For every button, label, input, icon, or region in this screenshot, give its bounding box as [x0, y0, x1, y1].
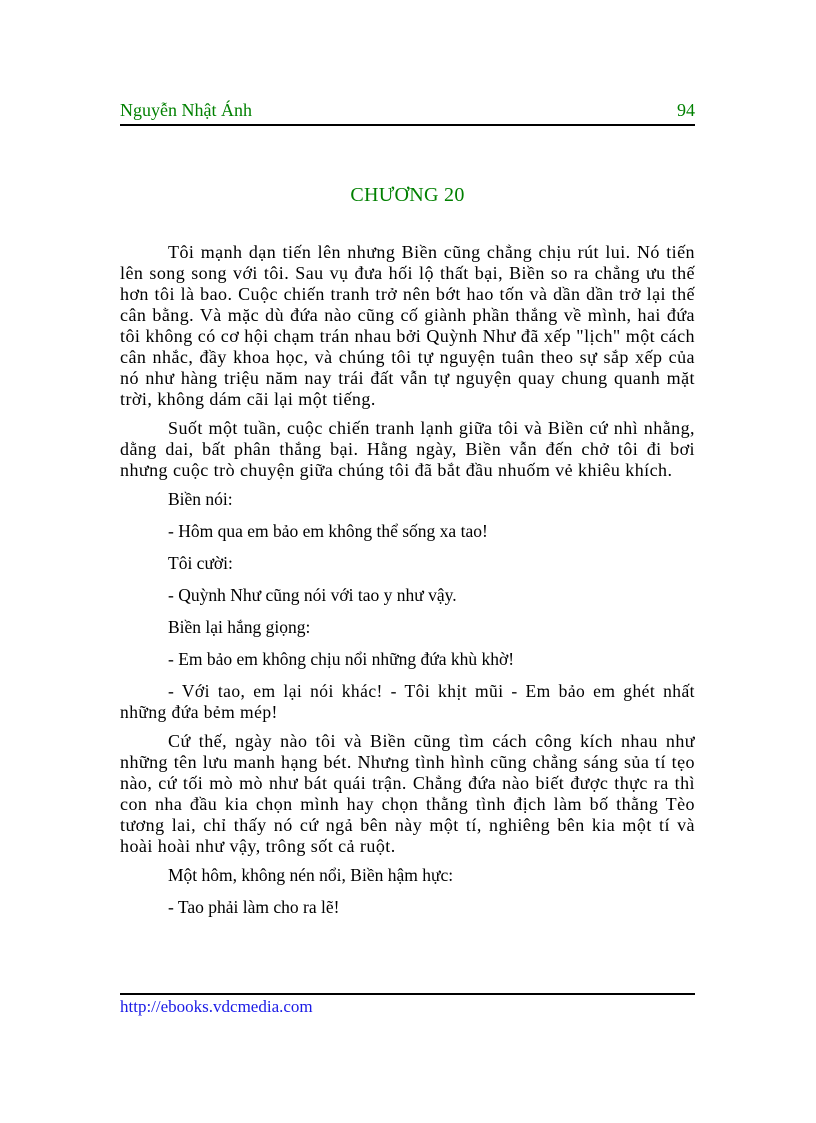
dialogue-line: - Hôm qua em bảo em không thể sống xa tao!: [168, 521, 488, 541]
paragraph: Tôi mạnh dạn tiến lên nhưng Biền cũng chẳng chịu rút lui. Nó tiến lên song song với tôi. Sau vụ đưa hối lộ thất bại, Biền so ra chẳng ưu thế hơn tôi là bao. Cuộc chiến tranh trở nên bớt hao tốn và dần dần trở lại thế cân bằng. Và mặc dù đứa nào cũng cố giành phần thắng về mình, hai đứa tôi không có cơ hội chạm trán nhau bởi Quỳnh Như đã xếp "lịch" một cách cân nhắc, đầy khoa học, và chúng tôi tự nguyện tuân theo sự sắp xếp của nó như hàng triệu năm nay trái đất vẫn tự nguyện quay chung quanh mặt trời, không dám cãi lại một tiếng.: [120, 242, 695, 409]
chapter-body: [120, 242, 695, 929]
footer-link[interactable]: http://ebooks.vdcmedia.com: [120, 997, 313, 1016]
author-name: Nguyễn Nhật Ánh: [120, 100, 252, 120]
paragraph: Suốt một tuần, cuộc chiến tranh lạnh giữa tôi và Biền cứ nhì nhằng, dằng dai, bất phân thắng bại. Hằng ngày, Biền vẫn đến chở tôi đi bơi nhưng cuộc trò chuyện giữa chúng tôi đã bắt đầu nhuốm vẻ khiêu khích.: [120, 418, 695, 480]
dialogue-line: Một hôm, không nén nổi, Biền hậm hực:: [168, 865, 454, 885]
dialogue-line: - Với tao, em lại nói khác! - Tôi khịt mũi - Em bảo em ghét nhất những đứa bẻm mép!: [120, 681, 695, 722]
dialogue-line: Tôi cười:: [168, 553, 233, 573]
chapter-title: CHƯƠNG 20: [350, 184, 465, 206]
dialogue-line: Biền lại hắng giọng:: [168, 617, 311, 637]
dialogue-line: - Tao phải làm cho ra lẽ!: [168, 897, 340, 917]
page-header: [120, 100, 695, 126]
dialogue-line: - Quỳnh Như cũng nói với tao y như vậy.: [168, 585, 457, 605]
page-footer: [120, 993, 695, 1017]
dialogue-line: Biền nói:: [168, 489, 233, 509]
dialogue-line: - Em bảo em không chịu nổi những đứa khù khờ!: [168, 649, 515, 669]
paragraph: Cứ thế, ngày nào tôi và Biền cũng tìm cách công kích nhau như những tên lưu manh hạng bét. Nhưng tình hình cũng chẳng sáng sủa tí tẹo nào, cứ tối mò mò như bát quái trận. Chẳng đứa nào biết được thực ra thì con nha đầu kia chọn mình hay chọn thằng tình địch làm bố thằng Tèo tương lai, chỉ thấy nó cứ ngả bên này một tí, nghiêng bên kia một tí và hoài hoài như vậy, trông sốt cả ruột.: [120, 731, 695, 856]
page-number: 94: [677, 100, 695, 120]
